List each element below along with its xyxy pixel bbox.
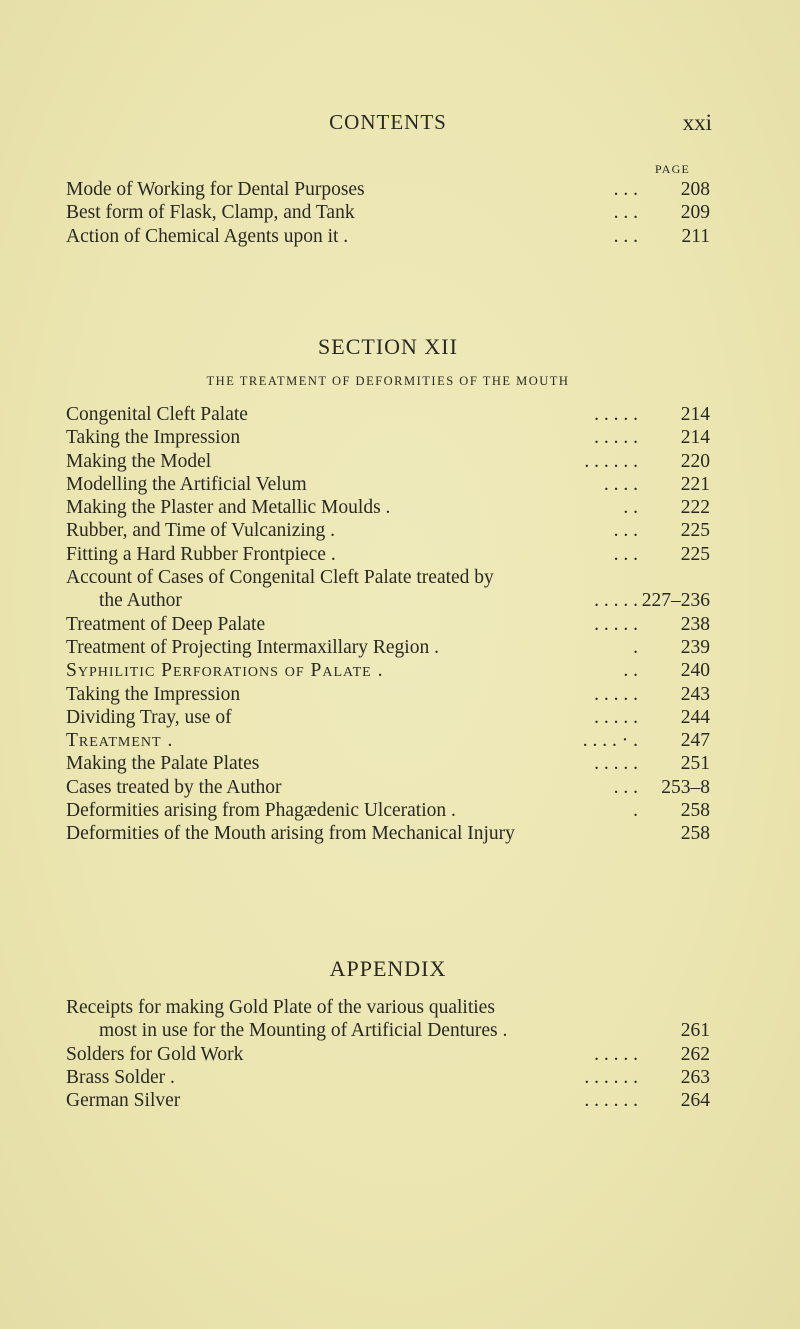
entry-title: Brass Solder .: [66, 1066, 175, 1088]
entry-title: Making the Plaster and Metallic Moulds .: [66, 497, 391, 519]
leader-dots: . . .: [613, 520, 638, 542]
appendix-heading: APPENDIX: [329, 956, 447, 981]
leader-dots: . . . . .: [594, 753, 638, 775]
toc-entry: [66, 589, 710, 612]
entry-title: Treatment of Projecting Intermaxillary Region .: [66, 636, 439, 658]
toc-entry: [66, 450, 710, 473]
entry-title: Dividing Tray, use of: [66, 706, 232, 728]
entry-page-number: 261: [680, 1020, 710, 1042]
entry-title: Taking the Impression: [66, 427, 241, 449]
leader-dots: . . . . . .: [584, 1066, 638, 1088]
leader-dots: . . . . . .: [584, 450, 638, 472]
running-title: CONTENTS: [329, 110, 447, 134]
entry-title: Syphilitic Perforations of Palate .: [66, 660, 384, 682]
entry-title: Account of Cases of Congenital Cleft Palate treated by: [66, 567, 494, 589]
entry-page-number: 225: [680, 543, 710, 565]
toc-entry: [66, 496, 710, 519]
entry-title: Solders for Gold Work: [66, 1043, 244, 1065]
entry-title: Making the Model: [66, 450, 212, 472]
toc-entry: [66, 403, 710, 426]
entry-page-number: 214: [680, 404, 710, 425]
entry-page-number: 253–8: [661, 776, 710, 798]
section-heading: SECTION XII: [318, 334, 458, 359]
entry-title: Receipts for making Gold Plate of the various qualities: [66, 997, 495, 1018]
entry-title: Mode of Working for Dental Purposes: [66, 179, 365, 200]
entry-title: Taking the Impression: [66, 683, 241, 705]
toc-entry: [66, 683, 710, 706]
entry-title: Treatment .: [66, 730, 174, 752]
toc-entry: [66, 659, 710, 682]
leader-dots: . . . . .: [594, 404, 638, 425]
toc-entry: [66, 776, 710, 799]
entry-page-number: 220: [680, 450, 710, 472]
entry-page-number: 221: [680, 473, 710, 495]
toc-entry: [66, 473, 710, 496]
toc-entry: [66, 1019, 710, 1042]
toc-section-entries: [66, 403, 710, 846]
leader-dots: . . . . .: [594, 683, 638, 705]
leader-dots: .: [633, 800, 638, 822]
leader-dots: . .: [623, 497, 638, 519]
leader-dots: . . .: [613, 776, 638, 798]
entry-title: Rubber, and Time of Vulcanizing .: [66, 520, 336, 542]
page-column-label: PAGE: [655, 162, 691, 176]
entry-page-number: 258: [680, 823, 710, 845]
leader-dots: . . . . .: [594, 590, 638, 612]
toc-entry: [66, 519, 710, 542]
toc-entry: [66, 426, 710, 449]
entry-page-number: 240: [680, 660, 710, 682]
toc-entry: [66, 729, 710, 752]
toc-entry: [66, 1089, 710, 1112]
toc-entry: [66, 566, 710, 589]
toc-appendix-entries: [66, 996, 710, 1112]
entry-page-number: 214: [680, 427, 710, 449]
entry-page-number: 227–236: [641, 590, 710, 612]
entry-page-number: 222: [680, 497, 710, 519]
toc-entry: [66, 996, 710, 1019]
leader-dots: .: [633, 636, 638, 658]
entry-title: German Silver: [66, 1090, 181, 1112]
leader-dots: . . . . .: [594, 1043, 638, 1065]
page-header: [66, 110, 710, 142]
leader-dots: . . .: [613, 225, 638, 247]
entry-title: Cases treated by the Author: [66, 776, 282, 798]
toc-top-entries: [66, 178, 710, 248]
entry-page-number: 243: [680, 683, 710, 705]
entry-title: Action of Chemical Agents upon it .: [66, 225, 349, 247]
entry-title: Making the Palate Plates: [66, 753, 260, 775]
entry-page-number: 251: [680, 753, 710, 775]
toc-entry: [66, 822, 710, 845]
toc-entry: [66, 178, 710, 201]
toc-entry: [66, 752, 710, 775]
entry-page-number: 239: [680, 636, 710, 658]
entry-page-number: 262: [680, 1043, 710, 1065]
leader-dots: . . . . .: [594, 613, 638, 635]
entry-title: Deformities of the Mouth arising from Mechanical Injury: [66, 823, 515, 845]
toc-entry: [66, 1043, 710, 1066]
entry-title: most in use for the Mounting of Artificial Dentures .: [99, 1020, 508, 1042]
toc-entry: [66, 1066, 710, 1089]
leader-dots: . . . . · .: [582, 730, 638, 752]
entry-page-number: 244: [680, 706, 710, 728]
entry-title: Congenital Cleft Palate: [66, 404, 248, 425]
leader-dots: . .: [623, 660, 638, 682]
leader-dots: . . .: [613, 543, 638, 565]
page-number: xxi: [682, 110, 712, 135]
entry-page-number: 238: [680, 613, 710, 635]
leader-dots: . . . . .: [594, 706, 638, 728]
entry-title: the Author: [99, 590, 182, 612]
leader-dots: . . .: [613, 179, 638, 200]
leader-dots: . . . . . .: [584, 1090, 638, 1112]
entry-page-number: 247: [680, 730, 710, 752]
entry-page-number: 208: [680, 179, 710, 200]
entry-page-number: 263: [680, 1066, 710, 1088]
toc-entry: [66, 799, 710, 822]
entry-page-number: 258: [680, 800, 710, 822]
entry-page-number: 225: [680, 520, 710, 542]
toc-entry: [66, 201, 710, 224]
toc-entry: [66, 543, 710, 566]
entry-title: Best form of Flask, Clamp, and Tank: [66, 202, 355, 224]
leader-dots: . . .: [613, 202, 638, 224]
entry-title: Modelling the Artificial Velum: [66, 473, 307, 495]
toc-entry: [66, 636, 710, 659]
leader-dots: . . . . .: [594, 427, 638, 449]
entry-page-number: 209: [680, 202, 710, 224]
toc-entry: [66, 706, 710, 729]
toc-entry: [66, 613, 710, 636]
toc-entry: [66, 225, 710, 248]
entry-title: Treatment of Deep Palate: [66, 613, 266, 635]
entry-page-number: 264: [680, 1090, 710, 1112]
entry-title: Fitting a Hard Rubber Frontpiece .: [66, 543, 336, 565]
entry-title: Deformities arising from Phagædenic Ulceration .: [66, 800, 456, 822]
entry-page-number: 211: [681, 225, 710, 247]
section-subheading: THE TREATMENT OF DEFORMITIES OF THE MOUTH: [206, 374, 570, 388]
leader-dots: . . . .: [603, 473, 638, 495]
